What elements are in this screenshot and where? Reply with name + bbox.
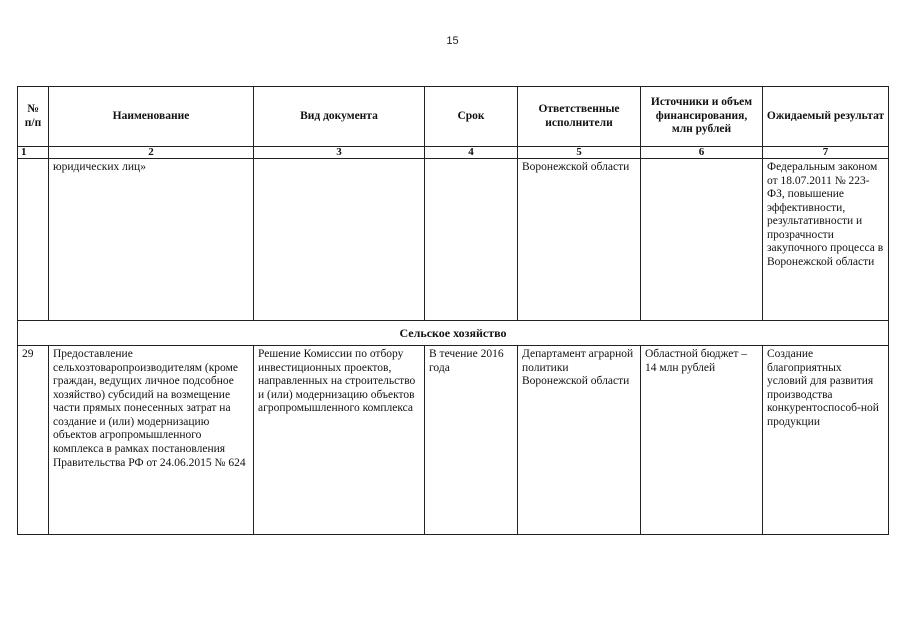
section-title: Сельское хозяйство [18, 321, 889, 346]
cell-financing: Областной бюджет – 14 млн рублей [641, 346, 763, 535]
cell-financing [641, 159, 763, 321]
cell-executors: Департамент аграрной политики Воронежской области [518, 346, 641, 535]
cell-document-type [254, 159, 425, 321]
cell-expected-result: Создание благоприятных условий для развития производства конкурентоспособ-ной продукции [763, 346, 889, 535]
header-document-type: Вид документа [254, 87, 425, 147]
cell-number [18, 159, 49, 321]
header-expected-result: Ожидаемый результат [763, 87, 889, 147]
cell-document-type: Решение Комиссии по отбору инвестиционных проектов, направленных на строительство и (или) модернизацию объектов агропромышленного комплекса [254, 346, 425, 535]
column-number: 4 [425, 147, 518, 159]
column-number: 6 [641, 147, 763, 159]
header-row [18, 87, 889, 147]
header-number: № п/п [18, 87, 49, 147]
header-financing: Источники и объем финансирования, млн рублей [641, 87, 763, 147]
cell-term: В течение 2016 года [425, 346, 518, 535]
column-number: 3 [254, 147, 425, 159]
cell-name: Предоставление сельхозтоваропроизводителям (кроме граждан, ведущих личное подсобное хозяйство) субсидий на возмещение части прямых понесенных затрат на создание и (или) модернизацию объектов агропромышленного комплекса в рамках постановления Правительства РФ от 24.06.2015 № 624 [49, 346, 254, 535]
cell-name: юридических лиц» [49, 159, 254, 321]
column-number: 7 [763, 147, 889, 159]
header-term: Срок [425, 87, 518, 147]
header-executors: Ответственные исполнители [518, 87, 641, 147]
section-row [18, 321, 889, 346]
table-row-continued [18, 159, 889, 321]
table-row [18, 346, 889, 535]
column-numbers-row [18, 147, 889, 159]
column-number: 2 [49, 147, 254, 159]
column-number: 1 [18, 147, 49, 159]
cell-number: 29 [18, 346, 49, 535]
page-number: 15 [446, 35, 459, 47]
cell-expected-result: Федеральным законом от 18.07.2011 № 223-ФЗ, повышение эффективности, результативности и прозрачности закупочного процесса в Воронежской области [763, 159, 889, 321]
header-name: Наименование [49, 87, 254, 147]
column-number: 5 [518, 147, 641, 159]
cell-executors: Воронежской области [518, 159, 641, 321]
action-plan-table [17, 86, 889, 535]
cell-term [425, 159, 518, 321]
